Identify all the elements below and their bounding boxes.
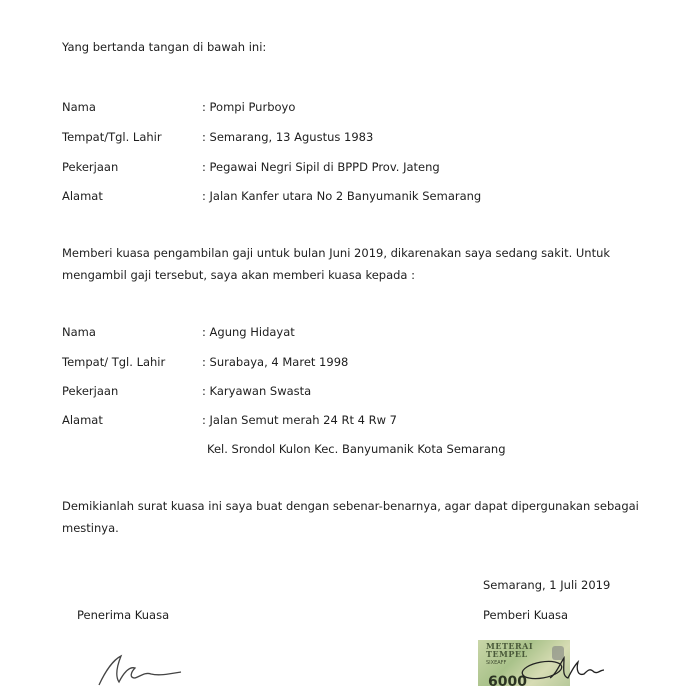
closing-text-line2: mestinya. bbox=[62, 521, 119, 535]
body-text-line2: mengambil gaji tersebut, saya akan memberi kuasa kepada : bbox=[62, 268, 416, 282]
stamp-title-line1: METERAI bbox=[486, 641, 534, 651]
grantor-birth-value: : Semarang, 13 Agustus 1983 bbox=[202, 130, 374, 144]
stamp-title-line2: TEMPEL bbox=[486, 649, 528, 659]
grantor-name-value: : Pompi Purboyo bbox=[202, 100, 296, 114]
grantee-name-label: Nama bbox=[62, 325, 96, 339]
grantee-job-label: Pekerjaan bbox=[62, 384, 119, 398]
receiver-signature-icon bbox=[95, 652, 185, 686]
stamp-value: 6000 bbox=[488, 674, 527, 686]
giver-label: Pemberi Kuasa bbox=[483, 608, 569, 622]
grantee-address-line2: Kel. Srondol Kulon Kec. Banyumanik Kota Semarang bbox=[207, 442, 506, 456]
grantee-name-value: : Agung Hidayat bbox=[202, 325, 295, 339]
grantor-name-label: Nama bbox=[62, 100, 96, 114]
grantee-birth-label: Tempat/ Tgl. Lahir bbox=[62, 355, 166, 369]
receiver-label: Penerima Kuasa bbox=[77, 608, 170, 622]
grantee-address-value: : Jalan Semut merah 24 Rt 4 Rw 7 bbox=[202, 413, 397, 427]
grantee-address-label: Alamat bbox=[62, 413, 103, 427]
closing-text-line1: Demikianlah surat kuasa ini saya buat dengan sebenar-benarnya, agar dapat dipergunakan sebagai bbox=[62, 499, 639, 513]
place-date: Semarang, 1 Juli 2019 bbox=[483, 578, 611, 592]
stamp-serial: SIXEAFF bbox=[486, 660, 507, 666]
intro-text: Yang bertanda tangan di bawah ini: bbox=[62, 40, 267, 54]
grantee-birth-value: : Surabaya, 4 Maret 1998 bbox=[202, 355, 349, 369]
body-text-line1: Memberi kuasa pengambilan gaji untuk bulan Juni 2019, dikarenakan saya sedang sakit. Untuk bbox=[62, 246, 611, 260]
grantor-job-label: Pekerjaan bbox=[62, 160, 119, 174]
giver-signature-icon bbox=[520, 648, 620, 686]
grantor-address-value: : Jalan Kanfer utara No 2 Banyumanik Semarang bbox=[202, 189, 482, 203]
grantor-birth-label: Tempat/Tgl. Lahir bbox=[62, 130, 162, 144]
grantee-job-value: : Karyawan Swasta bbox=[202, 384, 312, 398]
grantor-address-label: Alamat bbox=[62, 189, 103, 203]
grantor-job-value: : Pegawai Negri Sipil di BPPD Prov. Jateng bbox=[202, 160, 440, 174]
